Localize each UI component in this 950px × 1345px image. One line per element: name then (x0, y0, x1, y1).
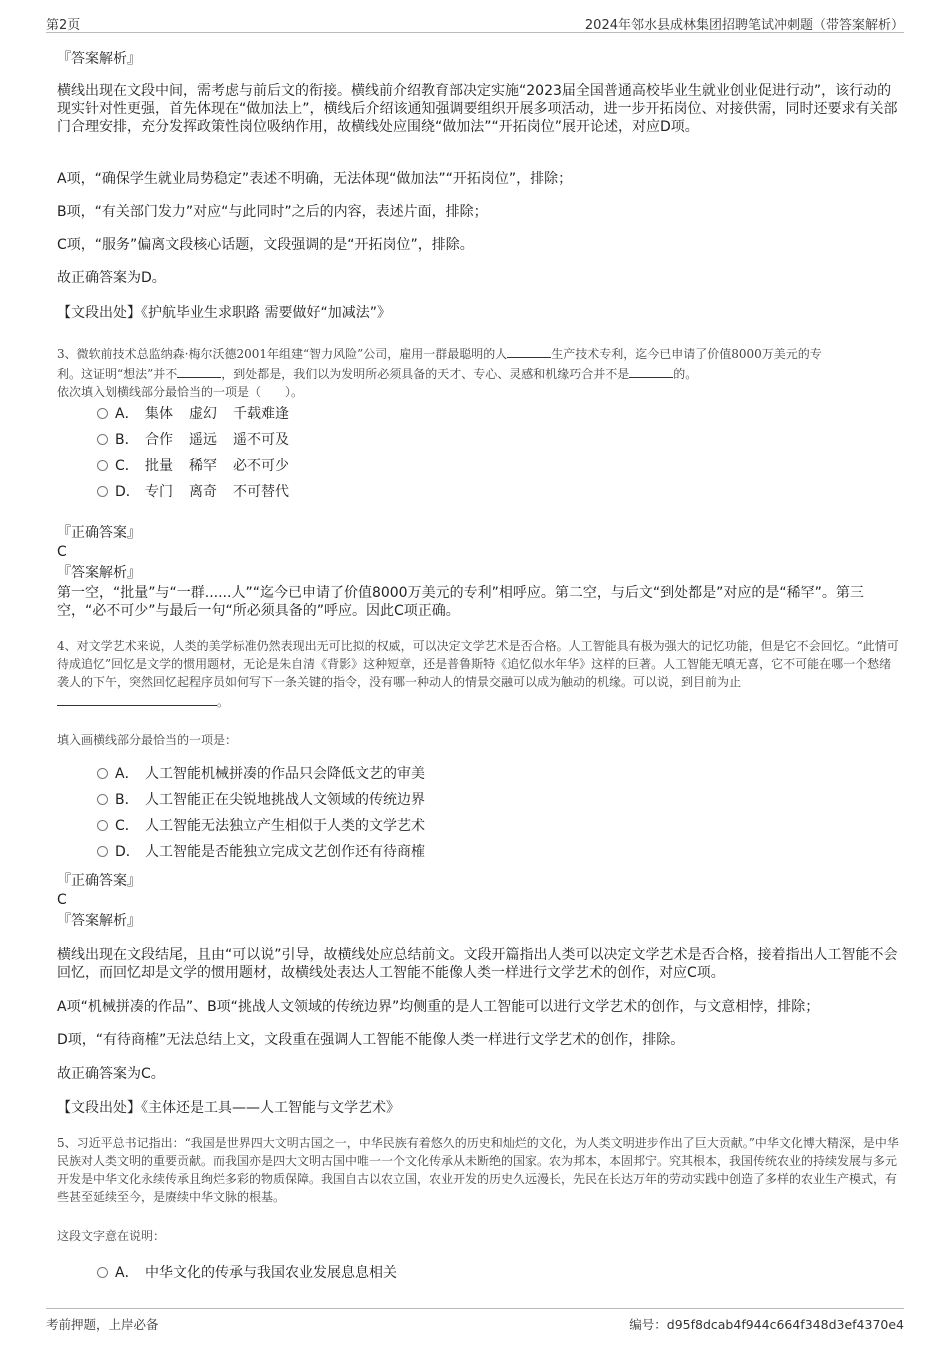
q4-stem-end: 。 (217, 695, 230, 709)
q3-option-b[interactable]: B． 合作 遥远 遥不可及 (97, 431, 305, 449)
q2-analysis-tag: 『答案解析』 (57, 51, 141, 67)
radio-icon[interactable] (97, 460, 108, 471)
blank-line (177, 363, 221, 378)
radio-icon[interactable] (97, 820, 108, 831)
document-title: 2024年邻水县成林集团招聘笔试冲刺题（带答案解析） (584, 18, 904, 33)
q2-analysis-option-a: A项，“确保学生就业局势稳定”表述不明确，无法体现“做加法”“开拓岗位”，排除； (57, 171, 573, 187)
q4-stem (57, 637, 899, 711)
page-header (46, 10, 904, 33)
q4-source: 【文段出处】《主体还是工具——人工智能与文学艺术》 (57, 1100, 400, 1116)
q2-conclusion: 故正确答案为D。 (57, 270, 166, 286)
q3-stem-part: 生产技术专利，迄今已申请了价值8000万美元的专 (551, 347, 822, 361)
q5-stem: 5、习近平总书记指出：“我国是世界四大文明古国之一，中华民族有着悠久的历史和灿烂的文化，为人类文明进步作出了巨大贡献。”中华文化博大精深，是中华民族对人类文明的重要贡献。而我国亦是四大文明古国中唯一一个文化传承从未断绝的国家。农为邦本，本固邦宁。究其根本，我国传统农业的持续发展与多元开发是中华文化永续传承且绚烂多彩的物质保障。我国自古以农立国，农业开发的历史久远漫长，先民在长达万年的劳动实践中创造了多样的农业生产模式，有些甚至延续至今，是赓续中华文脉的根基。 (57, 1136, 899, 1204)
q3-option-d[interactable]: D． 专门 离奇 不可替代 (97, 483, 305, 501)
radio-icon[interactable] (97, 846, 108, 857)
blank-line (57, 691, 217, 706)
radio-icon[interactable] (97, 794, 108, 805)
q3-analysis: 第一空，“批量”与“一群......人”“迄今已申请了价值8000万美元的专利”相呼应。第二空，与后文“到处都是”对应的是“稀罕”。第三空，“必不可少”与最后一句“所必须具备的”呼应。因此C项正确。 (57, 585, 864, 619)
q5-option-a[interactable]: A． 中华文化的传承与我国农业发展息息相关 (97, 1264, 397, 1282)
page-footer (46, 1308, 904, 1333)
q4-option-c[interactable]: C． 人工智能无法独立产生相似于人类的文学艺术 (97, 817, 425, 835)
q2-analysis-paragraph: 横线出现在文段中间，需考虑与前后文的衔接。横线前介绍教育部决定实施“2023届全国普通高校毕业生就业创业促进行动”，该行动的现实针对性更强，首先体现在“做加法上”，横线后介绍该通知强调要组织开展多项活动，进一步开拓岗位、对接供需，同时还要求有关部门合理安排，充分发挥政策性岗位吸纳作用，故横线处应围绕“做加法”“开拓岗位”展开论述，对应D项。 (57, 83, 898, 135)
q3-stem-part: 3、微软前技术总监纳森·梅尔沃德2001年组建“智力风险”公司，雇用一群最聪明的人 (57, 347, 508, 361)
document-code-value: d95f8dcab4f944c664f348d3ef4370e4 (666, 1317, 904, 1332)
radio-icon[interactable] (97, 434, 108, 445)
radio-icon[interactable] (97, 408, 108, 419)
radio-icon[interactable] (97, 486, 108, 497)
q4-analysis-option-d: D项，“有待商榷”无法总结上文，文段重在强调人工智能不能像人类一样进行文学艺术的创作，排除。 (57, 1032, 685, 1048)
footer-slogan: 考前押题，上岸必备 (46, 1317, 159, 1332)
q3-instruction: 依次填入划横线部分最恰当的一项是（ ）。 (57, 385, 304, 399)
q4-answer: C (57, 892, 67, 908)
q4-answer-tag: 『正确答案』 (57, 873, 141, 889)
q4-analysis-paragraph: 横线出现在文段结尾，且由“可以说”引导，故横线处应总结前文。文段开篇指出人类可以决定文学艺术是否合格，接着指出人工智能不会回忆，而回忆却是文学的惯用题材，故横线处表达人工智能不能像人类一样进行文学艺术的创作，对应C项。 (57, 947, 898, 981)
q3-option-c[interactable]: C． 批量 稀罕 必不可少 (97, 457, 305, 475)
q3-stem-part: 的。 (673, 367, 698, 381)
radio-icon[interactable] (97, 1267, 108, 1278)
blank-line (507, 343, 551, 358)
document-code-label: 编号： (629, 1317, 667, 1332)
q4-analysis-tag: 『答案解析』 (57, 913, 141, 929)
q4-instruction: 填入画横线部分最恰当的一项是： (57, 733, 238, 747)
q4-analysis-option-ab: A项“机械拼凑的作品”、B项“挑战人文领域的传统边界”均侧重的是人工智能可以进行文学艺术的创作，与文意相悖，排除； (57, 999, 820, 1015)
radio-icon[interactable] (97, 768, 108, 779)
q3-analysis-tag: 『答案解析』 (57, 565, 141, 581)
q2-analysis-option-b: B项，“有关部门发力”对应“与此同时”之后的内容，表述片面，排除； (57, 204, 488, 220)
q5-instruction: 这段文字意在说明： (57, 1229, 166, 1243)
q2-analysis-option-c: C项，“服务”偏离文段核心话题，文段强调的是“开拓岗位”，排除。 (57, 237, 474, 253)
blank-line (629, 363, 673, 378)
q4-option-a[interactable]: A． 人工智能机械拼凑的作品只会降低文艺的审美 (97, 765, 425, 783)
q3-option-a[interactable]: A． 集体 虚幻 千载难逢 (97, 405, 305, 423)
q3-stem-part: ，到处都是，我们以为发明所必须具备的天才、专心、灵感和机缘巧合并不是 (221, 367, 630, 381)
q3-stem (57, 343, 899, 401)
q4-stem-text: 4、对文学艺术来说，人类的美学标准仍然表现出无可比拟的权威，可以决定文学艺术是否合格。人工智能具有极为强大的记忆功能，但是它不会回忆。“此情可待成追忆”回忆是文学的惯用题材，无论是朱自清《背影》这种短章，还是普鲁斯特《追忆似水年华》这样的巨著。人工智能无嗔无喜，它不可能在哪一个愁绪袭人的下午，突然回忆起程序员如何写下一条关键的指令，没有哪一种动人的情景交融可以成为触动的机缘。可以说，到目前为止 (57, 639, 899, 689)
q4-option-b[interactable]: B． 人工智能正在尖锐地挑战人文领域的传统边界 (97, 791, 425, 809)
q3-answer: C (57, 544, 67, 560)
q3-stem-part: 利。这证明“想法”并不 (57, 367, 178, 381)
document-code (629, 1315, 904, 1333)
q4-conclusion: 故正确答案为C。 (57, 1066, 165, 1082)
q3-answer-tag: 『正确答案』 (57, 525, 141, 541)
page-number: 第2页 (46, 18, 81, 33)
q4-option-d[interactable]: D． 人工智能是否能独立完成文艺创作还有待商榷 (97, 843, 425, 861)
q2-source: 【文段出处】《护航毕业生求职路 需要做好“加减法”》 (57, 305, 391, 321)
